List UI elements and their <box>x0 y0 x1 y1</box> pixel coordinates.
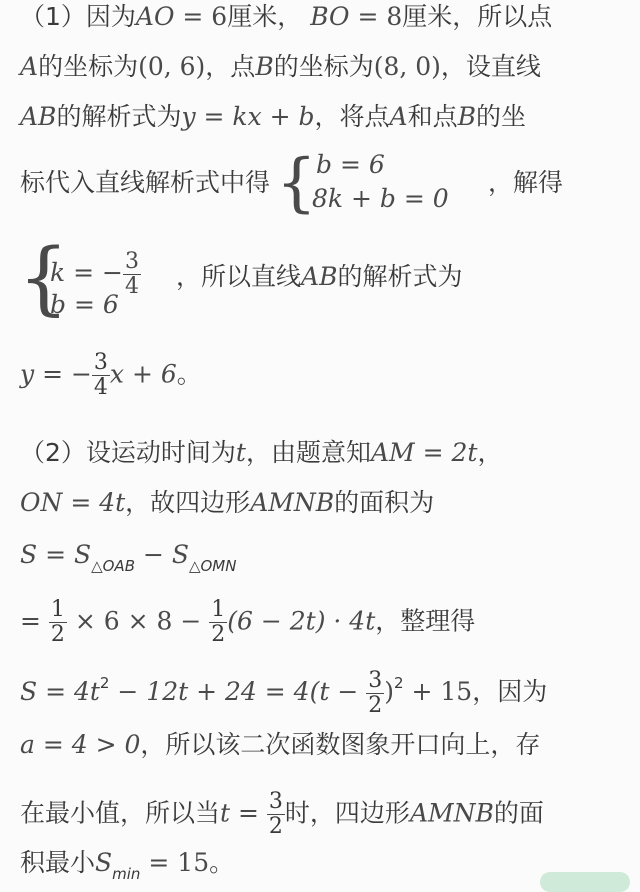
math: a = 4 > 0 <box>20 730 141 759</box>
math: S = S <box>20 540 92 569</box>
text: 。 <box>209 848 235 877</box>
math: + 15 <box>403 677 473 706</box>
p2-line-1 <box>20 438 502 468</box>
denominator: 4 <box>93 375 108 400</box>
subscript: min <box>112 865 141 883</box>
p1-line-5 <box>176 262 462 292</box>
math: S <box>95 848 113 877</box>
p2-line-3 <box>20 540 236 581</box>
text: 厘米， <box>227 2 303 31</box>
equation-2b: b = 6 <box>50 290 119 319</box>
p2-line-4 <box>20 598 475 647</box>
math: k = − <box>50 258 123 287</box>
denominator: 4 <box>124 274 139 299</box>
superscript: 2 <box>393 674 404 692</box>
text: ，点 <box>205 52 256 81</box>
math: = 8 <box>349 2 403 31</box>
text: 的解析式为 <box>337 262 463 291</box>
text: ， <box>477 438 503 467</box>
numerator: 3 <box>268 789 283 814</box>
equation-1b: 8k + b = 0 <box>312 184 449 213</box>
numerator: 3 <box>93 350 108 375</box>
math: (0, 6) <box>138 52 206 81</box>
math: ) <box>384 677 394 706</box>
text: 的坐标为 <box>38 52 139 81</box>
math: t <box>235 438 246 467</box>
text: 的面 <box>493 798 544 828</box>
decorative-blob <box>540 872 630 892</box>
denominator: 2 <box>50 622 65 647</box>
math: A <box>389 102 408 131</box>
brace-icon: { <box>18 231 69 324</box>
text: 的面积为 <box>334 488 435 517</box>
fraction <box>366 669 384 718</box>
fraction <box>209 598 227 647</box>
math: = 15 <box>140 848 210 877</box>
p1-line-3 <box>20 102 526 132</box>
math: = 6 <box>174 2 228 31</box>
math: ON = 4t <box>20 488 126 517</box>
brace-icon: { <box>276 146 317 220</box>
math: = <box>20 606 41 636</box>
text: 时，四边形 <box>284 798 410 828</box>
text: ，设直线 <box>440 52 541 81</box>
text: ，故四边形 <box>125 488 251 517</box>
text: （2）设运动时间为 <box>20 438 236 467</box>
text: 在最小值，所以当 <box>20 798 221 828</box>
p1-line-1 <box>20 2 552 32</box>
subscript: △OAB <box>91 557 135 575</box>
numerator: 1 <box>50 597 65 622</box>
numerator: 1 <box>211 597 226 622</box>
text: ，解得 <box>488 168 564 197</box>
text: 的坐 <box>475 102 526 131</box>
text: 积最小 <box>20 848 96 877</box>
p1-line-6 <box>20 351 202 400</box>
text: （1）因为 <box>20 2 136 31</box>
text: ，所以该二次函数图象开口向上，存 <box>140 730 541 759</box>
p1-line-2 <box>20 52 541 82</box>
math: × 6 × 8 − <box>74 606 202 636</box>
text: 标代入直线解析式中得 <box>20 168 271 197</box>
math: (6 − 2t) · 4t <box>227 606 376 636</box>
text: 和点 <box>407 102 458 131</box>
text: ，由题意知 <box>245 438 371 467</box>
p1-line-4b <box>488 168 563 198</box>
fraction <box>123 250 141 299</box>
math: x + 6 <box>109 359 177 389</box>
math: AMNB <box>409 798 494 828</box>
numerator: 3 <box>368 667 383 693</box>
subscript: △OMN <box>188 557 237 575</box>
fraction <box>267 790 285 839</box>
text: 厘米，所以点 <box>402 2 553 31</box>
p2-line-7 <box>20 790 544 839</box>
math: AB <box>20 102 57 131</box>
math: A <box>20 52 39 81</box>
denominator: 2 <box>268 814 283 839</box>
math: AMNB <box>250 488 335 517</box>
numerator: 3 <box>124 249 139 274</box>
fraction <box>92 351 110 400</box>
equation-1a: b = 6 <box>316 150 385 179</box>
p2-line-5 <box>20 668 547 718</box>
p2-line-2 <box>20 488 434 518</box>
math: AB <box>301 262 338 291</box>
math: AO <box>135 2 175 31</box>
fraction <box>49 598 67 647</box>
text: 的解析式为 <box>56 102 182 131</box>
denominator: 2 <box>211 622 226 647</box>
math: − 12t + 24 = 4(t − <box>109 677 359 706</box>
denominator: 2 <box>368 692 383 718</box>
text: 。 <box>176 359 202 389</box>
math: AM = 2t <box>370 438 478 467</box>
math: B <box>255 52 274 81</box>
p1-line-4 <box>20 168 270 198</box>
text: ，将点 <box>314 102 390 131</box>
text: ，因为 <box>472 677 548 706</box>
math: − S <box>135 540 189 569</box>
math: y = kx + b <box>181 102 315 131</box>
text: ，整理得 <box>375 606 476 636</box>
p2-line-6 <box>20 730 540 760</box>
math: (8, 0) <box>373 52 441 81</box>
text: ，所以直线 <box>176 262 302 291</box>
math: BO <box>310 2 350 31</box>
math: S = 4t <box>20 677 100 706</box>
math: t = <box>220 798 259 828</box>
math: B <box>457 102 476 131</box>
math: y = − <box>20 359 92 389</box>
superscript: 2 <box>99 674 110 692</box>
text: 的坐标为 <box>273 52 374 81</box>
